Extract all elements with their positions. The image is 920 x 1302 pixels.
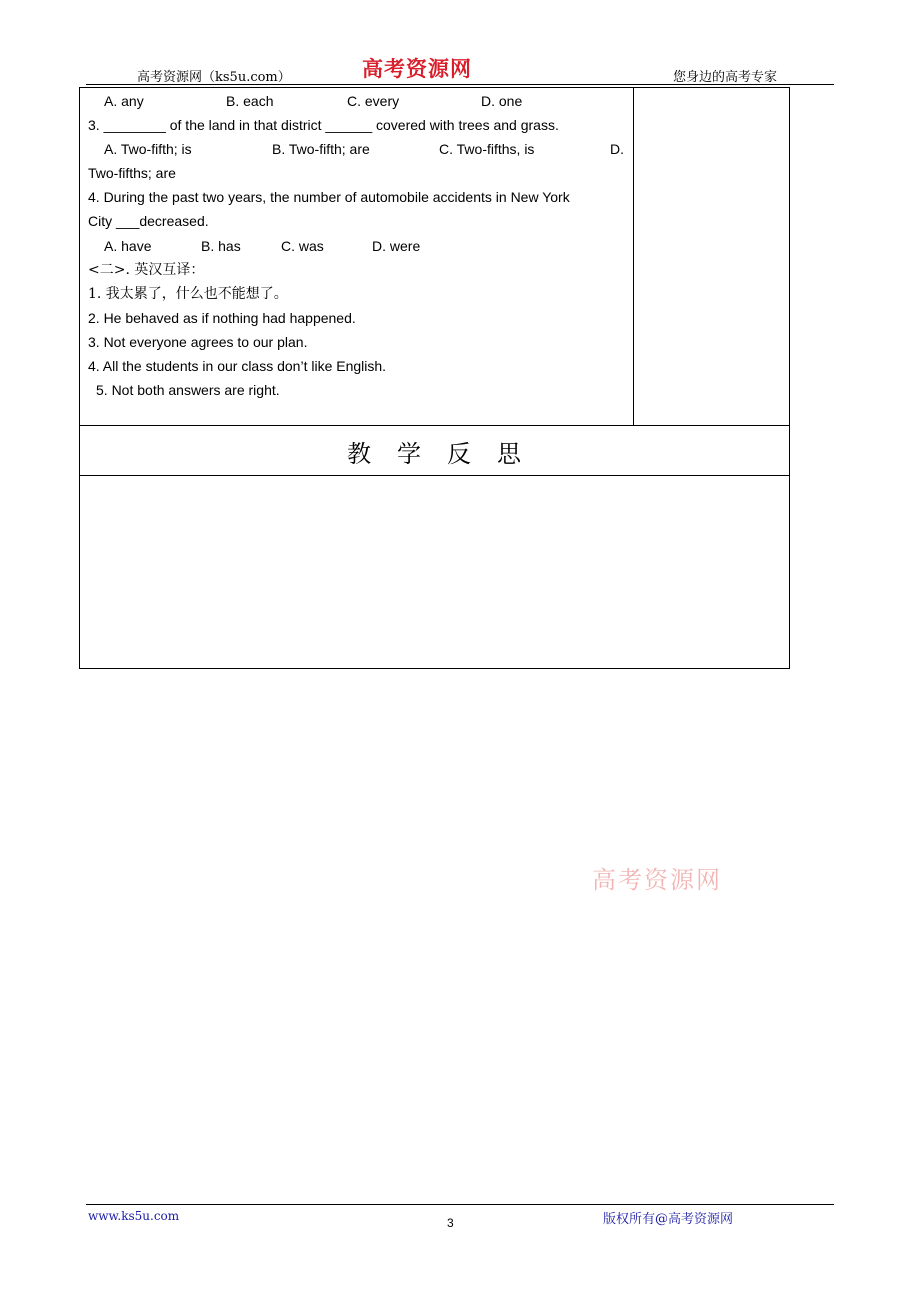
table-column-divider — [633, 87, 634, 425]
section2-title: <二>. 英汉互译： — [88, 262, 205, 278]
q3-option-d-continued: Two-fifths; are — [88, 165, 176, 181]
q4-option-a: A. have — [104, 238, 152, 254]
translation-item-2: 2. He behaved as if nothing had happened. — [88, 310, 356, 326]
q3-stem: 3. ________ of the land in that district ______ covered with trees and grass. — [88, 117, 559, 133]
table-row-divider-2 — [79, 475, 789, 476]
q2-option-d: D. one — [481, 93, 523, 109]
translation-item-5: 5. Not both answers are right. — [96, 382, 280, 398]
page-number: 3 — [447, 1216, 454, 1230]
watermark: 高考资源网 — [592, 866, 722, 894]
table-row-divider-1 — [79, 425, 789, 426]
q2-option-b: B. each — [226, 93, 274, 109]
footer-copyright-link[interactable]: 版权所有@高考资源网 — [603, 1212, 734, 1227]
translation-item-3: 3. Not everyone agrees to our plan. — [88, 334, 308, 350]
translation-item-1: 1. 我太累了，什么也不能想了。 — [88, 286, 288, 302]
q3-option-c: C. Two-fifths, is — [439, 141, 535, 157]
q3-option-d: D. — [610, 141, 624, 157]
header-rule — [86, 84, 834, 85]
q3-option-a: A. Two-fifth; is — [104, 141, 192, 157]
header-left-text: 高考资源网（ks5u.com） — [137, 70, 291, 85]
header-logo: 高考资源网 — [362, 56, 472, 81]
q4-option-c: C. was — [281, 238, 324, 254]
q4-option-d: D. were — [372, 238, 421, 254]
q3-option-b: B. Two-fifth; are — [272, 141, 370, 157]
q4-stem-line1: 4. During the past two years, the number of automobile accidents in New York — [88, 189, 570, 205]
content-table — [79, 87, 790, 669]
q4-stem-line2: City ___decreased. — [88, 213, 209, 229]
header-right-text: 您身边的高考专家 — [673, 70, 778, 85]
footer-rule — [86, 1204, 834, 1205]
q2-option-a: A. any — [104, 93, 144, 109]
q4-option-b: B. has — [201, 238, 241, 254]
footer-website-link[interactable]: www.ks5u.com — [88, 1209, 180, 1223]
reflection-title: 教学反思 — [347, 440, 547, 468]
translation-item-4: 4. All the students in our class don’t like English. — [88, 358, 387, 374]
q2-option-c: C. every — [347, 93, 400, 109]
